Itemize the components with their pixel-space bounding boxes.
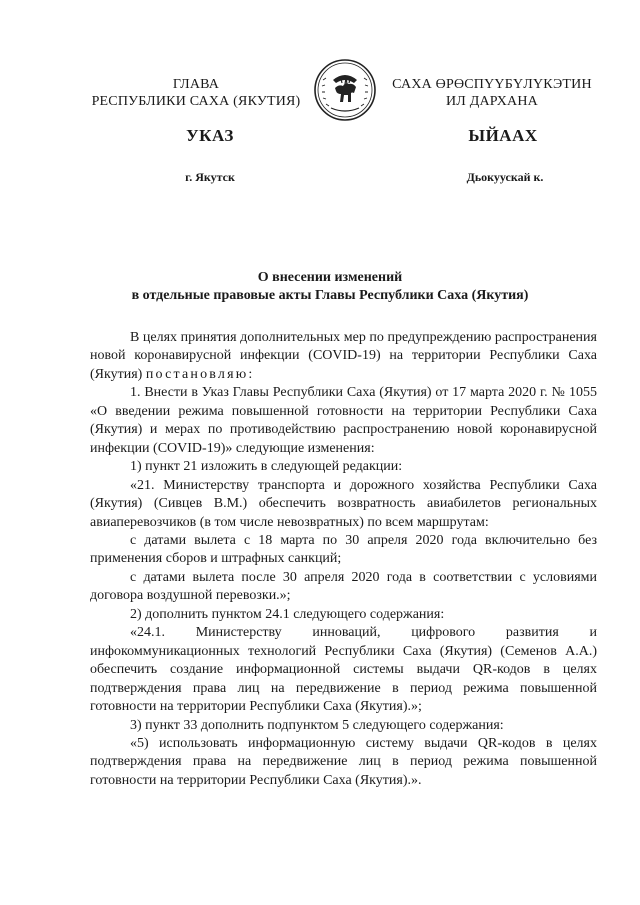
- header-right-line1: САХА ӨРӨСПҮҮБҮЛҮКЭТИН: [392, 77, 592, 92]
- document-title: [60, 269, 600, 305]
- paragraph-item-1: 1. Внести в Указ Главы Республики Саха (Якутия) от 17 марта 2020 г. № 1055 «О введении режима повышенной готовности на территории Республики Саха (Якутия) и мерах по противодействию распространению новой коронавирусной инфекции (COVID-19)» следующие изменения:: [90, 385, 597, 456]
- header-right-line2: ИЛ ДАРХАНА: [445, 94, 538, 109]
- republic-emblem-icon: [313, 58, 377, 122]
- paragraph-clause-24-1: «24.1. Министерству инноваций, цифрового развития и инфокоммуникационных технологий Республики Саха (Якутия) (Семенов А.А.) обеспечить создание информационной системы выдачи QR-кодов в целях подтверждения права лиц на передвижение в период режима повышенной готовности на территории Республики Саха (Якутия).»;: [90, 625, 597, 715]
- header-right-block: [392, 76, 592, 110]
- city-russian: г. Якутск: [185, 170, 235, 184]
- paragraph-subitem-2: 2) дополнить пунктом 24.1 следующего содержания:: [130, 606, 445, 622]
- preamble-text: В целях принятия дополнительных мер по предупреждению распространения новой коронавирусной инфекции (COVID-19) на территории Республики Саха (Якутия): [90, 330, 597, 382]
- paragraph-clause-21-a: с датами вылета с 18 марта по 30 апреля 2020 года включительно без применения сборов и штрафных санкций;: [90, 532, 597, 567]
- header-left-block: [88, 76, 304, 110]
- decree-word: постановляю:: [145, 366, 255, 382]
- city-yakut: Дьокуускай к.: [466, 170, 544, 184]
- paragraph-subitem-1: 1) пункт 21 изложить в следующей редакции:: [130, 459, 403, 475]
- paragraph-clause-21: «21. Министерству транспорта и дорожного хозяйства Республики Саха (Якутия) (Сивцев В.М.) обеспечить возвратность авиабилетов региональных авиаперевозчиков (в том числе невозвратных) по всем маршрутам:: [90, 477, 597, 530]
- paragraph-clause-33-5: «5) использовать информационную систему выдачи QR-кодов в целях подтверждения права на передвижение лиц в период режима повышенной готовности на территории Республики Саха (Якутия).».: [90, 735, 597, 788]
- doc-type-russian: УКАЗ: [186, 126, 234, 145]
- paragraph-clause-21-b: с датами вылета после 30 апреля 2020 года в соответствии с условиями договора воздушной перевозки.»;: [90, 569, 597, 604]
- paragraph-preamble: [90, 329, 597, 384]
- title-line2: в отдельные правовые акты Главы Республики Саха (Якутия): [131, 288, 529, 303]
- title-line1: О внесении изменений: [257, 270, 403, 285]
- header-left-line2: РЕСПУБЛИКИ САХА (ЯКУТИЯ): [91, 94, 301, 109]
- doc-type-yakut: ЫЙААХ: [468, 126, 538, 145]
- document-body: [90, 329, 597, 790]
- paragraph-subitem-3: 3) пункт 33 дополнить подпунктом 5 следующего содержания:: [130, 717, 504, 733]
- header-left-line1: ГЛАВА: [172, 77, 220, 92]
